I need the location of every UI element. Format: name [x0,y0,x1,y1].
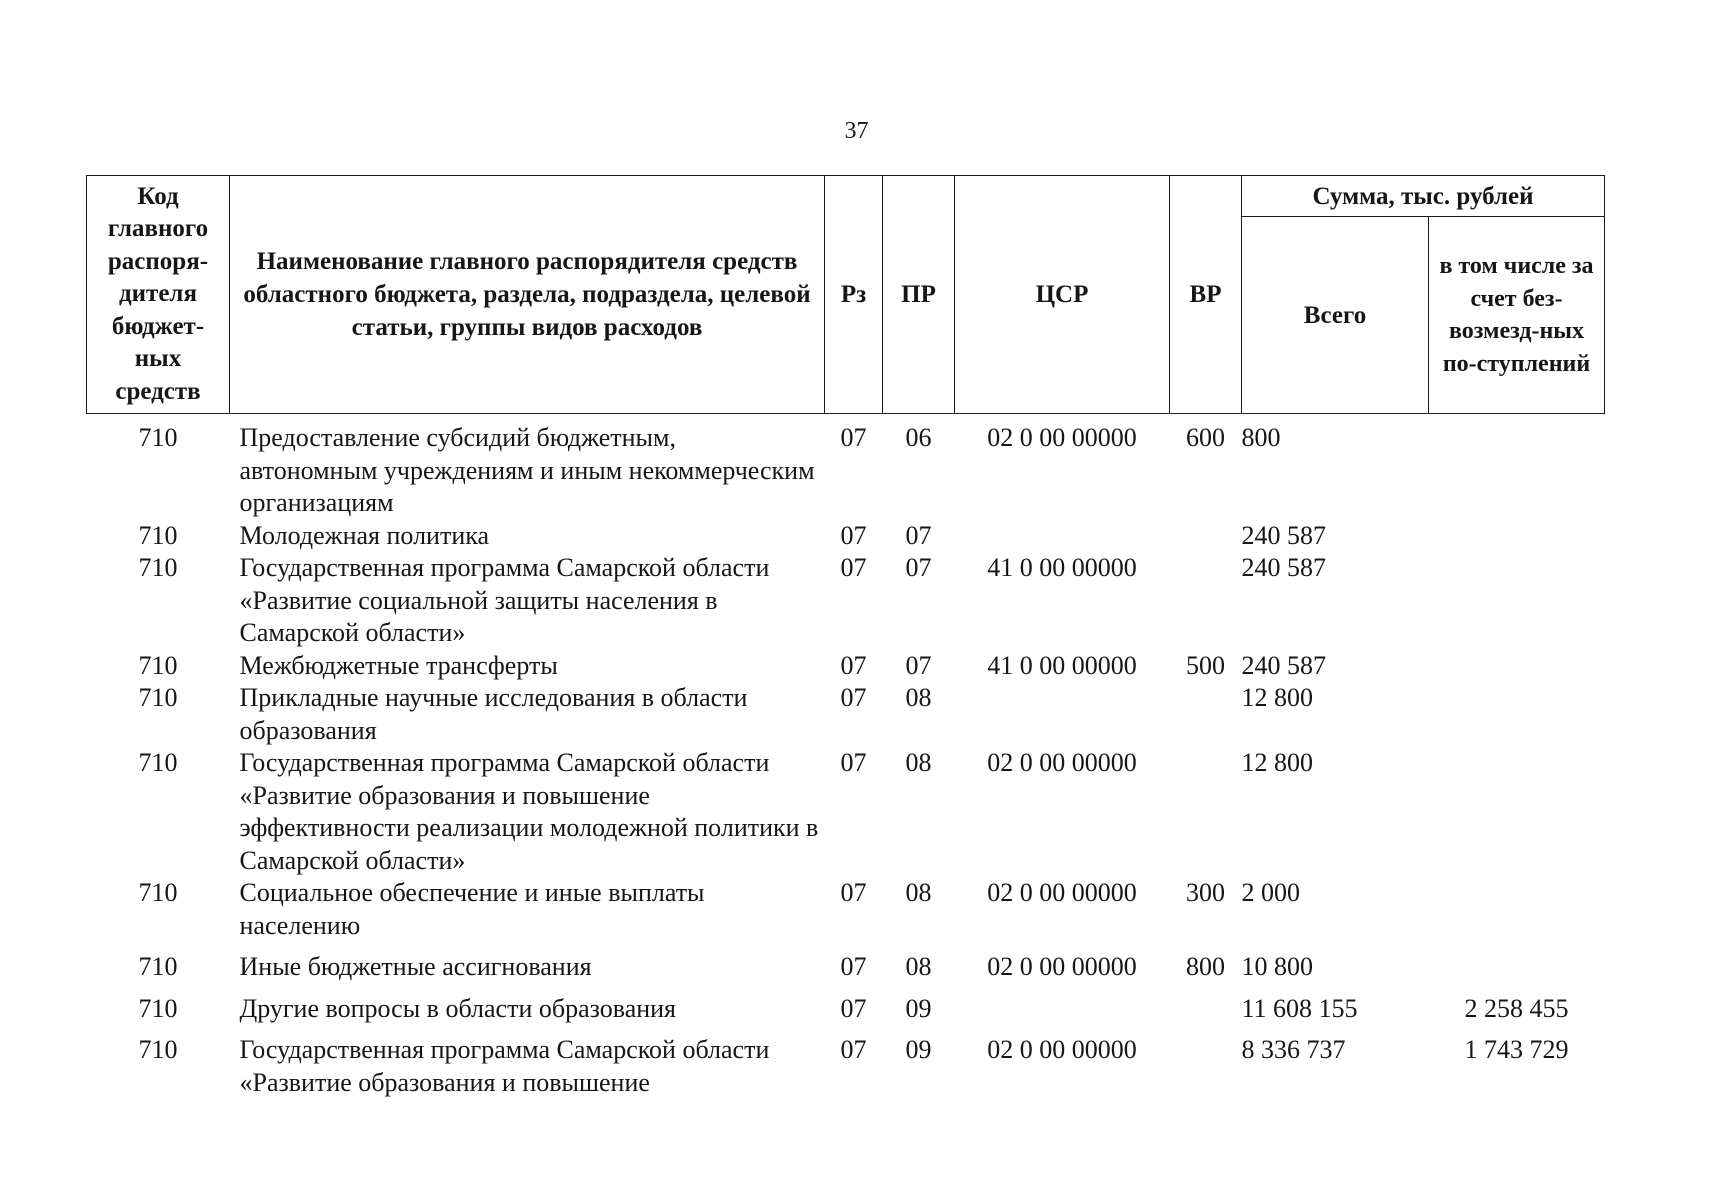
free-receipts-cell [1429,682,1605,747]
rz-cell: 07 [840,553,867,582]
rz-cell: 07 [840,683,867,712]
csr-cell: 41 0 00 00000 [987,650,1137,680]
total-cell: 10 800 [1241,952,1313,981]
vr-cell [1170,984,1242,1026]
pr-cell: 07 [905,553,932,582]
page-number: 37 [844,118,869,144]
name-cell: Иные бюджетные ассигнования [239,952,592,981]
vr-cell: 500 [1186,650,1225,680]
table-header [87,176,1605,414]
csr-cell: 02 0 00 00000 [987,748,1137,777]
table-body [87,414,1605,1100]
total-cell: 8 336 737 [1241,1035,1346,1064]
pr-cell: 08 [905,878,932,907]
vr-cell [1170,520,1242,553]
rz-cell: 07 [840,878,867,907]
free-receipts-cell [1429,747,1605,877]
free-receipts-cell [1429,942,1605,984]
free-receipts-cell [1429,520,1605,553]
pr-cell: 07 [905,520,932,550]
header-free-receipts: в том числе за счет без-возмезд-ных по-ступлений [1429,217,1605,414]
header-code: Код главного распоря-дителя бюджет-ных средств [87,176,230,414]
rz-cell: 07 [840,748,867,777]
csr-cell [955,520,1170,553]
code-cell: 710 [138,553,178,582]
name-cell: Предоставление субсидий бюджетным, автономным учреждениям и иным некоммерческим организациям [239,423,815,517]
vr-cell: 800 [1186,952,1225,981]
table-row [87,747,1605,877]
table-row [87,520,1605,553]
name-cell: Государственная программа Самарской области «Развитие социальной защиты населения в Самарской области» [239,553,770,647]
pr-cell: 09 [905,993,932,1023]
code-cell: 710 [138,520,178,550]
total-cell: 12 800 [1241,683,1313,712]
pr-cell: 09 [905,1035,932,1064]
vr-cell [1170,1025,1242,1099]
budget-table [86,175,1605,1099]
code-cell: 710 [138,878,178,907]
table-row [87,942,1605,984]
csr-cell: 02 0 00 00000 [987,952,1137,981]
free-receipts-cell: 1 743 729 [1464,1035,1569,1064]
header-name: Наименование главного распорядителя средств областного бюджета, раздела, подраздела, целевой статьи, группы видов расходов [230,176,825,414]
total-cell: 240 587 [1241,520,1326,550]
pr-cell: 08 [905,952,932,981]
pr-cell: 07 [905,650,932,680]
header-total: Всего [1242,217,1429,414]
total-cell: 2 000 [1241,878,1300,907]
total-cell: 800 [1241,423,1281,452]
free-receipts-cell [1429,414,1605,520]
csr-cell: 02 0 00 00000 [987,1035,1137,1064]
csr-cell [955,682,1170,747]
csr-cell: 02 0 00 00000 [987,423,1137,452]
rz-cell: 07 [840,650,867,680]
name-cell: Молодежная политика [239,520,490,550]
table-row [87,552,1605,650]
code-cell: 710 [138,993,178,1023]
code-cell: 710 [138,748,178,777]
pr-cell: 08 [905,748,932,777]
rz-cell: 07 [840,1035,867,1064]
name-cell: Прикладные научные исследования в области образования [239,683,748,745]
name-cell: Социальное обеспечение и иные выплаты населению [239,878,705,940]
name-cell: Государственная программа Самарской области «Развитие образования и повышение эффективности реализации молодежной политики в Самарской области» [239,748,819,875]
code-cell: 710 [138,952,178,981]
vr-cell [1170,747,1242,877]
total-cell: 12 800 [1241,748,1313,777]
table-row [87,650,1605,683]
table-row [87,414,1605,520]
rz-cell: 07 [840,520,867,550]
csr-cell [955,984,1170,1026]
csr-cell: 41 0 00 00000 [987,553,1137,582]
rz-cell: 07 [840,423,867,452]
vr-cell [1170,552,1242,650]
name-cell: Государственная программа Самарской области «Развитие образования и повышение [239,1035,770,1097]
table-row [87,984,1605,1026]
header-csr: ЦСР [955,176,1170,414]
csr-cell: 02 0 00 00000 [987,878,1137,907]
total-cell: 240 587 [1241,553,1326,582]
table-row [87,1025,1605,1099]
header-vr: ВР [1170,176,1242,414]
header-pr: ПР [883,176,955,414]
rz-cell: 07 [840,993,867,1023]
budget-table-container [86,175,1604,1099]
code-cell: 710 [138,1035,178,1064]
pr-cell: 08 [905,683,932,712]
pr-cell: 06 [905,423,932,452]
header-sum-group: Сумма, тыс. рублей [1242,176,1605,217]
table-row [87,682,1605,747]
rz-cell: 07 [840,952,867,981]
vr-cell: 600 [1186,423,1225,452]
code-cell: 710 [138,423,178,452]
free-receipts-cell [1429,877,1605,942]
vr-cell: 300 [1186,878,1225,907]
free-receipts-cell [1429,650,1605,683]
code-cell: 710 [138,650,178,680]
vr-cell [1170,682,1242,747]
code-cell: 710 [138,683,178,712]
header-rz: Рз [825,176,883,414]
free-receipts-cell: 2 258 455 [1464,993,1569,1023]
total-cell: 240 587 [1241,650,1326,680]
total-cell: 11 608 155 [1241,993,1358,1023]
name-cell: Другие вопросы в области образования [239,993,677,1023]
table-row [87,877,1605,942]
name-cell: Межбюджетные трансферты [239,650,558,680]
free-receipts-cell [1429,552,1605,650]
